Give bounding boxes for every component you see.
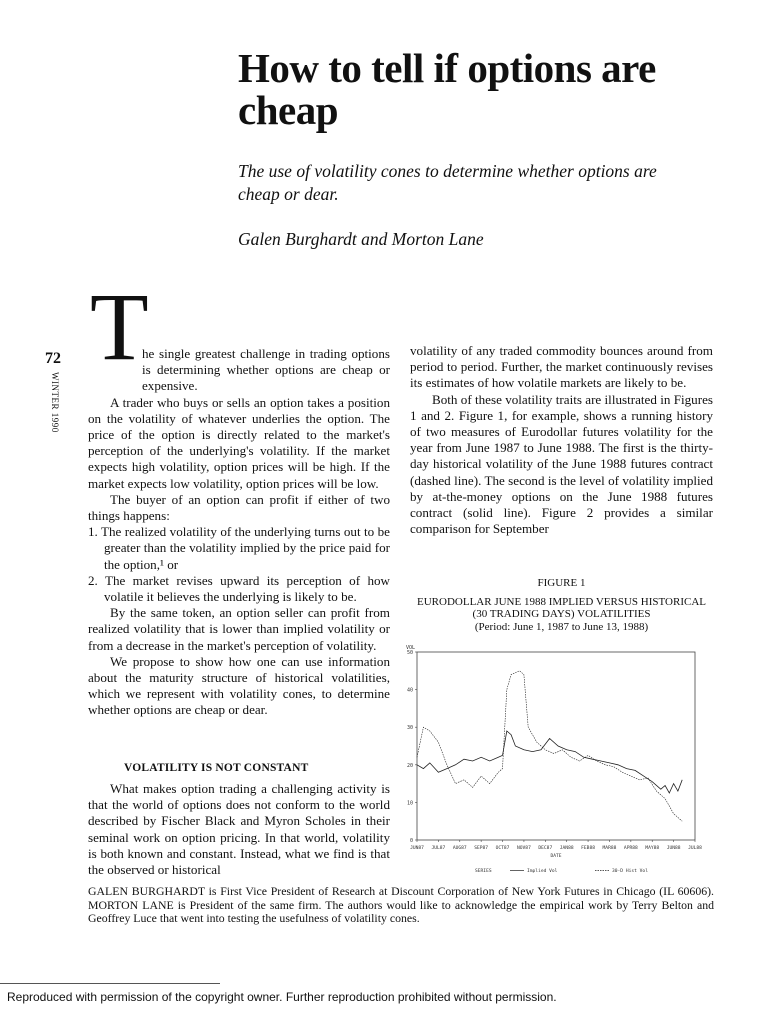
- x-tick-label: APR88: [623, 846, 638, 851]
- x-tick-label: AUG87: [452, 846, 467, 851]
- series-implied-vol-line: [417, 731, 682, 793]
- y-tick-label: 10: [406, 800, 413, 807]
- drop-cap: T: [90, 273, 149, 380]
- issue-label: WINTER 1990: [50, 372, 60, 433]
- figure-period: (Period: June 1, 1987 to June 13, 1988): [474, 620, 649, 633]
- paragraph: We propose to show how one can use information about the maturity structure of historical volatilities, which we represent with volatility cones, to determine whether options are cheap or dear.: [88, 653, 390, 718]
- paragraph: By the same token, an option seller can profit from realized volatility that is lower than implied volatility or from a decrease in the market's perception of volatility.: [88, 605, 390, 653]
- y-tick-label: 0: [409, 838, 413, 844]
- figure-heading: [410, 577, 713, 589]
- figure-label: FIGURE 1: [537, 577, 586, 589]
- y-axis-label: VOL: [406, 645, 416, 651]
- article-title: How to tell if options are cheap: [238, 45, 656, 133]
- figure-title: EURODOLLAR JUNE 1988 IMPLIED VERSUS HISTORICAL (30 TRADING DAYS) VOLATILITIES: [417, 596, 706, 621]
- paragraph: The buyer of an option can profit if either of two things happens:: [88, 491, 390, 524]
- x-tick-label: OCT87: [495, 846, 510, 851]
- x-tick-label: MAY88: [645, 846, 660, 851]
- x-tick-label: FEB88: [581, 846, 595, 851]
- y-tick-label: 50: [406, 650, 413, 656]
- paragraph: What makes option trading a challenging activity is that the world of options does not conform to the world described by Fischer Black and Myron Scholes in their seminal work on option pricing. In that world, volatility is both known and constant. Instead, what we find is that the observed or historical: [88, 781, 390, 878]
- x-tick-label: NOV87: [517, 846, 531, 851]
- legend-title: SERIES: [475, 869, 492, 874]
- x-tick-label: SEP87: [474, 846, 489, 851]
- page-number: 72: [45, 350, 61, 367]
- legend-entry: 30-D Hist Vol: [612, 869, 648, 874]
- x-tick-label: JUL87: [431, 846, 446, 851]
- column-1-continued: [88, 781, 390, 878]
- y-tick-label: 30: [406, 725, 413, 732]
- paragraph: he single greatest challenge in trading options is determining whether options are cheap or expensive.: [142, 346, 390, 394]
- x-tick-label: DEC87: [538, 846, 553, 851]
- legend-entry: Implied Vol: [527, 869, 558, 874]
- x-axis-label: DATE: [550, 854, 562, 859]
- column-1: [88, 346, 390, 719]
- paragraph: volatility of any traded commodity bounces around from period to period. Further, the market continuously revises its estimates of how volatile markets are likely to be.: [410, 343, 713, 391]
- x-tick-label: MAR88: [602, 846, 617, 851]
- list-item: 2. The market revises upward its perception of how volatile it believes the underlying is likely to be.: [88, 572, 390, 605]
- x-tick-label: JUN88: [666, 846, 681, 851]
- volatility-chart: [405, 642, 715, 882]
- article-subtitle: The use of volatility cones to determine whether options are cheap or dear.: [238, 161, 657, 204]
- divider: [0, 983, 220, 984]
- x-tick-label: JUN87: [410, 846, 424, 851]
- x-tick-label: JUL88: [688, 846, 702, 851]
- list-item: 1. The realized volatility of the underlying turns out to be greater than the volatility implied by the price paid for the option,¹ or: [88, 524, 390, 572]
- figure-caption: [410, 596, 713, 633]
- y-tick-label: 40: [406, 687, 413, 694]
- author-footnote: GALEN BURGHARDT is First Vice President of Research at Discount Corporation of New York Futures in Chicago (IL 60606). MORTON LANE is President of the same firm. The authors would like to acknowledge the empirical work by Terry Belton and Geoffrey Luce that went into testing the usefulness of volatility cones.: [88, 884, 714, 925]
- column-2: [410, 343, 713, 537]
- section-heading: VOLATILITY IS NOT CONSTANT: [124, 762, 309, 774]
- y-tick-label: 20: [406, 762, 413, 769]
- paragraph: Both of these volatility traits are illustrated in Figures 1 and 2. Figure 1, for example, shows a running history of two measures of Eurodollar futures volatility for the year from June 1987 to June 1988. The first is the thirty-day historical volatility of the June 1988 futures contract (dashed line). The second is the level of volatility implied by at-the-money options on the June 1988 futures contract (solid line). Figure 2 provides a similar comparison for September: [410, 391, 713, 537]
- paragraph: A trader who buys or sells an option takes a position on the volatility of whatever underlies the option. The price of the option is directly related to the market's perception of the underlying's volatility. If the market expects high volatility, option prices will be high. If the market expects low volatility, option prices will be low.: [88, 394, 390, 491]
- reproduction-notice: Reproduced with permission of the copyright owner. Further reproduction prohibited without permission.: [7, 990, 557, 1004]
- x-tick-label: JAN88: [559, 846, 574, 851]
- article-authors: Galen Burghardt and Morton Lane: [238, 229, 484, 249]
- series-hist-vol-line: [417, 671, 682, 821]
- plot-frame: [417, 652, 695, 840]
